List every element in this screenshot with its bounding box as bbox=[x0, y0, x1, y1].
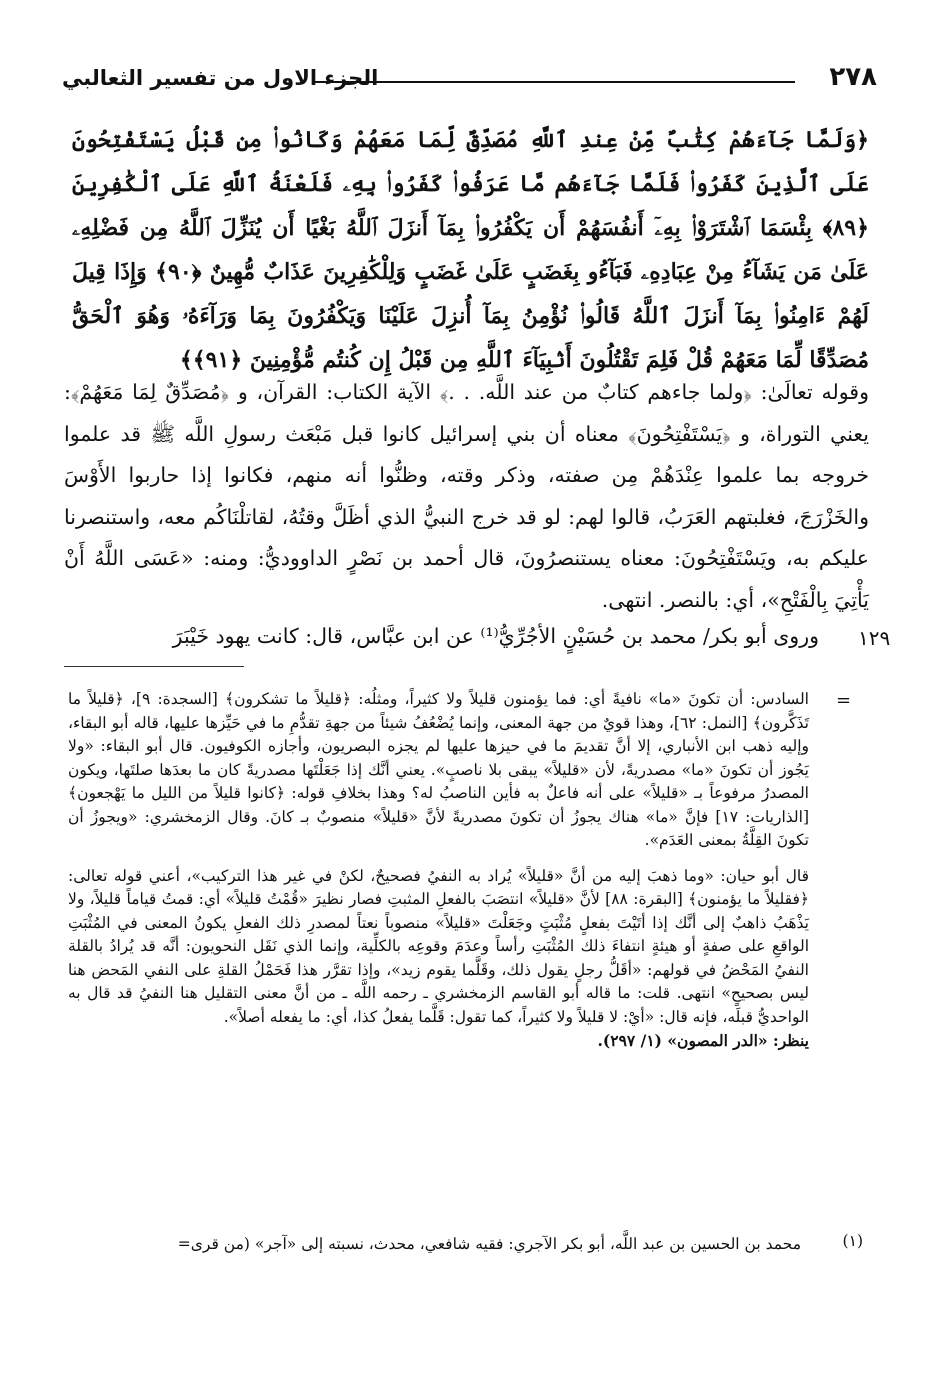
footnote-1-text: محمد بن الحسين بن عبد اللَّه، أبو بكر الآجري: فقيه شافعي، محدث، نسبته إلى «آجر» (من قرى= bbox=[177, 1235, 801, 1253]
main-last-paragraph: وروى أبو بكر/ محمد بن حُسَيْنٍ الأجُرِّيُّ⁽¹⁾ عن ابن عبَّاس، قال: كانت يهود خَيْبَرَ bbox=[172, 624, 819, 648]
commentary-paragraph: وقوله تعالَىٰ: ﴿ولما جاءهم كتابٌ من عند اللَّه. . .﴾ الآية الكتاب: القرآن، و ﴿مُصَدِّقٌ لِمَا مَعَهُمْ﴾: يعني التوراة، و ﴿يَسْتَفْتِحُونَ﴾ معناه أن بني إسرائيل كانوا قبل مَبْعَث رسولِ اللَّه ﷺ قد علموا خروجه بما علموا عِنْدَهُمْ مِن صفته، وذكر وقته، وظنُّوا أنه منهم، فكانوا إذا حاربوا الأَوْسَ والخَزْرَجَ، فغلبتهم العَرَبُ، قالوا لهم: لو قد خرج النبيُّ الذي أظَلَّ وقتُهُ، لقاتلْنَاكُم معه، واستنصرنا عليكم به، ويَسْتَفْتِحُونَ: معناه يستنصرُونَ، قال أحمد بن نَصْرٍ الداووديُّ: ومنه: «عَسَى اللَّهُ أَنْ يَأْتِيَ بِالْفَتْحِ»، أي: بالنصر. انتهى. bbox=[64, 380, 869, 612]
running-title: الجزء الاول من تفسير الثعالبي bbox=[62, 66, 379, 90]
footnote-continuation bbox=[68, 688, 809, 1053]
footnote-paragraph-2: قال أبو حيان: «وما ذهبَ إليه من أنَّ «قليلاً» يُراد به النفيُ فصحيحٌ، لكنْ في غير هذا التركيب»، أعني قوله تعالى: ﴿فقليلاً ما يؤمنون﴾ [البقرة: ٨٨] لأنَّ «قليلاً» انتصَبَ بالفعلِ المثبتِ فصار نظيرَ «قُمْتُ قليلاً» أي: قمتُ قياماً قليلاً، ولا يَذْهَبُ ذاهبٌ إلى أنَّك إذا أتَيْتَ بفعلٍ مُثْبَتٍ وجَعَلْتَ «قليلاً» منصوباً نعتاً لمصدرِ ذلك الفعلِ يكونُ المعنى في المُثْبَتِ الواقعِ على صفةٍ أو هيئةٍ انتفاءَ ذلك المُثْبَتِ رأساً وعدَمَ وقوعِه بالكلِّية، وإنما الذي نَقَل النحويون: أنَّه قد يُرادُ بالقلة النفيُ المَحْضُ في قولهم: «أقَلُّ رجلٍ يقول ذلك، وقَلَّما يقوم زيد»، وإذا تقرَّر هذا فَحَمْلُ القلةِ على النفي المَحض هنا ليس بصحيحٍ» انتهى. قلت: ما قاله أبو القاسم الزمخشري ـ رحمه اللَّه ـ من أنَّ معنى التقليل هنا النفيُ قد قال به الواحديُّ قبلَه، فإنه قال: «أيْ: لا قليلاً ولا كثيراً، كما تقول: قَلَّما يفعلُ كذا، أي: ما يفعله أصلاً». bbox=[68, 866, 809, 1026]
footnote-paragraph-1: السادس: أن تكونَ «ما» نافيةً أي: فما يؤمنون قليلاً ولا كثيراً، ومثلُه: ﴿قليلاً ما تشكرون﴾ [السجدة: ٩]، ﴿قليلاً ما تَذَكَّرون﴾ [النمل: ٦٢]، وهذا قويٌ من جهة المعنى، وإنما يُضْعُفُ شيئاً من جهةِ تقدُّمِ ما في حَيِّزها عليها، قاله أبو البقاء، وإليه ذهب ابن الأنباري، إلا أنَّ تقديمَ ما في حيزها عليها لم يجزه البصريون، وأجازه الكوفيون. قال أبو البقاء: «ولا يَجُوز أن تكونَ «ما» مصدريةً، لأن «قليلاً» يبقى بلا ناصبٍ». يعني أنَّك إذا جَعَلْتَها مصدريةً كان ما بعدَها صلتَها، ويكون المصدرُ مرفوعاً بـ «قليلاً» على أنه فاعلٌ به فأين الناصبُ له؟ وهذا بخلافِ قوله: ﴿كانوا قليلاً من الليل ما يَهْجعون﴾ [الذاريات: ١٧] فإنَّ «ما» هناك يجوزُ أن تكونَ مصدريةً لأنَّ «قليلاً» منصوبٌ بـ كانَ. وقال الزمخشري: «ويجوزُ أن تكونَ القِلَّةُ بمعنى العَدَم». bbox=[68, 690, 810, 849]
footnote-separator bbox=[64, 666, 244, 667]
commentary bbox=[64, 372, 869, 621]
header-rule bbox=[312, 81, 795, 83]
page-header bbox=[62, 62, 877, 102]
quran-text: ﴿وَلَمَّا جَآءَهُمْ كِتَٰبٌ مِّنْ عِندِ ٱللَّهِ مُصَدِّقٌ لِّمَا مَعَهُمْ وَكَانُوا۟ مِن قَبْلُ يَسْتَفْتِحُونَ عَلَى ٱلَّذِينَ كَفَرُوا۟ فَلَمَّا جَآءَهُم مَّا عَرَفُوا۟ كَفَرُوا۟ بِهِۦ فَلَعْنَةُ ٱللَّهِ عَلَى ٱلْكَٰفِرِينَ ﴿٨٩﴾ بِئْسَمَا ٱشْتَرَوْا۟ بِهِۦٓ أَنفُسَهُمْ أَن يَكْفُرُوا۟ بِمَآ أَنزَلَ ٱللَّهُ بَغْيًا أَن يُنَزِّلَ ٱللَّهُ مِن فَضْلِهِۦ عَلَىٰ مَن يَشَآءُ مِنْ عِبَادِهِۦ فَبَآءُو بِغَضَبٍ عَلَىٰ غَضَبٍ وَلِلْكَٰفِرِينَ عَذَابٌ مُّهِينٌ ﴿٩٠﴾ وَإِذَا قِيلَ لَهُمْ ءَامِنُوا۟ بِمَآ أَنزَلَ ٱللَّهُ قَالُوا۟ نُؤْمِنُ بِمَآ أُنزِلَ عَلَيْنَا وَيَكْفُرُونَ بِمَا وَرَآءَهُۥ وَهُوَ ٱلْحَقُّ مُصَدِّقًا لِّمَا مَعَهُمْ قُلْ فَلِمَ تَقْتُلُونَ أَنۢبِيَآءَ ٱللَّهِ مِن قَبْلُ إِن كُنتُم مُّؤْمِنِينَ ﴿٩١﴾﴾ bbox=[72, 127, 869, 373]
footnote-reference: ينظر: «الدر المصون» (١/ ٢٩٧). bbox=[597, 1031, 809, 1050]
continuation-mark: = bbox=[836, 690, 852, 711]
footnote-number: (١) bbox=[842, 1232, 863, 1250]
main-text-last-line bbox=[64, 616, 819, 657]
footnote-1 bbox=[68, 1232, 863, 1256]
page-number: ٢٧٨ bbox=[829, 62, 877, 92]
margin-page-reference: ١٢٩ bbox=[858, 626, 891, 650]
quran-verses bbox=[72, 118, 869, 382]
